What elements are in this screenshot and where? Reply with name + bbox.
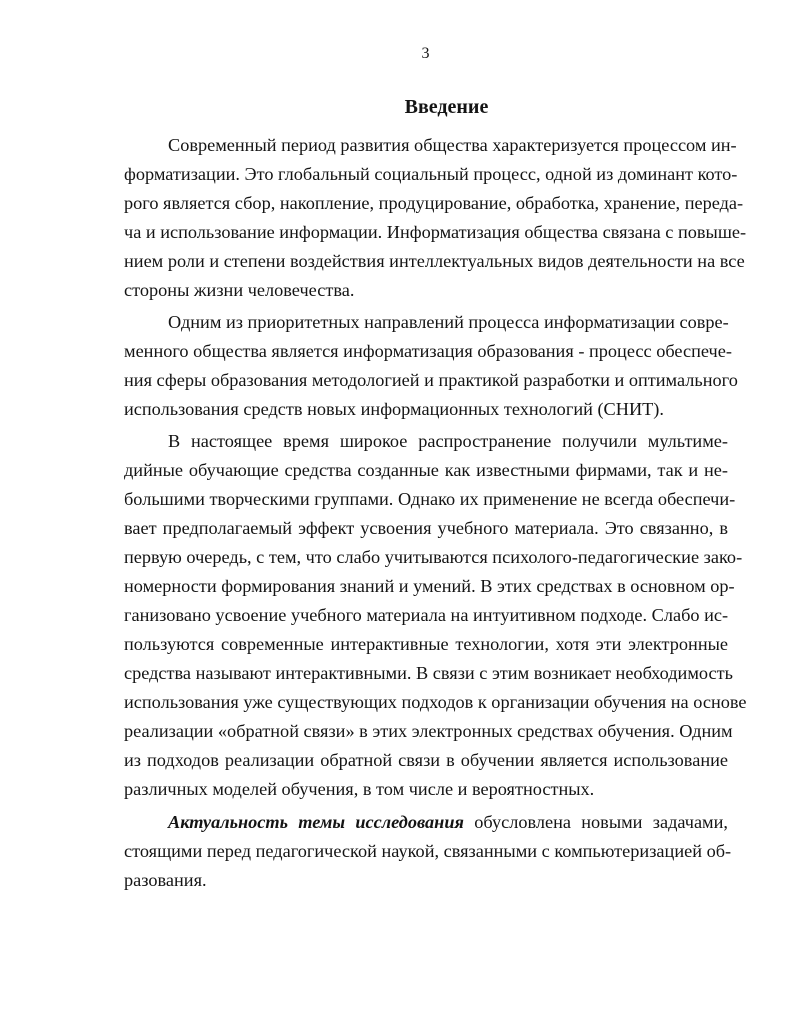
paragraph-3-line: пользуются современные интерактивные технологии, хотя эти электронные xyxy=(124,634,728,654)
paragraph-3-line: В настоящее время широкое распространение получили мультиме- xyxy=(168,431,728,451)
paragraph-1-line: нием роли и степени воздействия интеллектуальных видов деятельности на все xyxy=(124,251,745,271)
paragraph-3-line: средства называют интерактивными. В связи с этим возникает необходимость xyxy=(124,663,733,683)
paragraph-1-line: рого является сбор, накопление, продуцирование, обработка, хранение, переда- xyxy=(124,193,744,213)
paragraph-3-line: использования уже существующих подходов к организации обучения на основе xyxy=(124,692,747,712)
section-heading: Введение xyxy=(404,96,489,118)
paragraph-3-line: номерности формирования знаний и умений. В этих средствах в основном ор- xyxy=(124,576,735,596)
paragraph-2-line: ния сферы образования методологией и практикой разработки и оптимального xyxy=(124,370,738,390)
paragraph-3-line: реализации «обратной связи» в этих электронных средствах обучения. Одним xyxy=(124,721,733,741)
paragraph-1-line: стороны жизни человечества. xyxy=(124,280,355,300)
paragraph-1-line: Современный период развития общества характеризуется процессом ин- xyxy=(168,135,737,155)
paragraph-2-line: использования средств новых информационных технологий (СНИТ). xyxy=(124,399,664,419)
paragraph-3-line: большими творческими группами. Однако их применение не всегда обеспечи- xyxy=(124,489,736,509)
paragraph-3-line: дийные обучающие средства созданные как известными фирмами, так и не- xyxy=(124,460,728,480)
paragraph-3-line: вает предполагаемый эффект усвоения учебного материала. Это связанно, в xyxy=(124,518,728,538)
paragraph-2-line: менного общества является информатизация образования - процесс обеспече- xyxy=(124,341,732,361)
emphasis-term: Актуальность темы исследования xyxy=(168,812,464,832)
paragraph-4-first-line xyxy=(168,810,728,834)
first-line-rest: обусловлена новыми задачами, xyxy=(463,812,728,832)
paragraph-4-line: стоящими перед педагогической наукой, связанными с компьютеризацией об- xyxy=(124,841,732,861)
paragraph-3-line: из подходов реализации обратной связи в обучении является использование xyxy=(124,750,728,770)
paragraph-1-line: форматизации. Это глобальный социальный процесс, одной из доминант кото- xyxy=(124,164,738,184)
paragraph-3-line: ганизовано усвоение учебного материала на интуитивном подходе. Слабо ис- xyxy=(124,605,729,625)
paragraph-4-line: разования. xyxy=(124,870,207,890)
paragraph-3-line: различных моделей обучения, в том числе и вероятностных. xyxy=(124,779,595,799)
paragraph-3-line: первую очередь, с тем, что слабо учитываются психолого-педагогические зако- xyxy=(124,547,743,567)
page-number: 3 xyxy=(421,45,430,62)
paragraph-2-line: Одним из приоритетных направлений процесса информатизации совре- xyxy=(168,312,729,332)
paragraph-1-line: ча и использование информации. Информатизация общества связана с повыше- xyxy=(124,222,747,242)
